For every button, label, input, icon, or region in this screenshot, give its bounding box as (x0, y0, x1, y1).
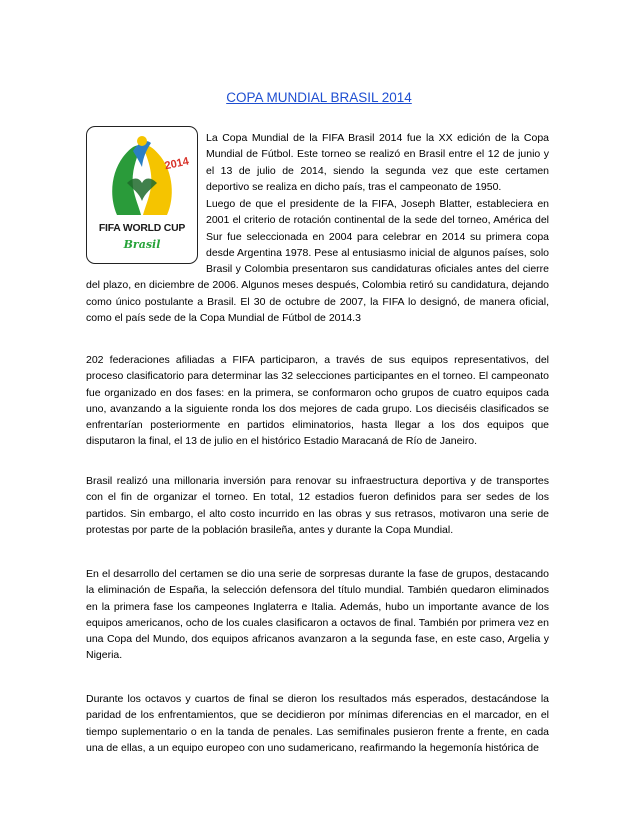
paragraph-inversion: Brasil realizó una millonaria inversión para renovar su infraestructura deportiva y de transportes con el fin de organizar el torneo. En total, 12 estadios fueron definidos para ser sedes de los partidos. Sin embargo, el alto costo incurrido en las obras y sus retrasos, motivaron una serie de protestas por parte de la población brasileña, antes y durante la Copa Mundial. (86, 475, 549, 536)
paragraph-intro: La Copa Mundial de la FIFA Brasil 2014 fue la XX edición de la Copa Mundial de Fútbol. Este torneo se realizó en Brasil entre el 12 de junio y el 13 de julio de 2014, siendo la segunda vez que este certamen deportivo se realiza en dicho país, tras el campeonato de 1950. (206, 132, 549, 193)
logo-wordmark: FIFA WORLD CUP (98, 223, 186, 234)
logo-subtitle: Brasil (123, 238, 161, 251)
document-title: COPA MUNDIAL BRASIL 2014 (226, 90, 412, 105)
paragraph-octavos: Durante los octavos y cuartos de final se dieron los resultados más esperados, destacándose la paridad de los enfrentamientos, que se decidieron por mínimas diferencias en el marcador, en el tiempo suplementario o en la tanda de penales. Las semifinales pusieron frente a frente, en cada una de ellas, a un equipo europeo con uno sudamericano, reafirmando la hegemonía histórica de (86, 693, 549, 754)
logo-wrap-spacer (86, 196, 206, 277)
paragraph-clasificacion: 202 federaciones afiliadas a FIFA participaron, a través de sus equipos representativos, del proceso clasificatorio para determinar las 32 selecciones participantes en el torneo. El campeonato fue organizado en dos fases: en la primera, se conformaron ocho grupos de cuatro equipos cada uno, avanzando a la siguiente ronda los dos mejores de cada grupo. Los dieciséis clasificados se enfrentarían posteriormente en partidos eliminatorios, hasta llegar a los dos equipos que disputaron la final, el 13 de julio en el histórico Estadio Maracaná de Río de Janeiro. (86, 354, 549, 448)
paragraph-grupos: En el desarrollo del certamen se dio una serie de sorpresas durante la fase de grupos, destacando la eliminación de España, la selección defensora del título mundial. También quedaron eliminados en la primera fase los campeones Inglaterra e Italia. Además, hubo un importante avance de los equipos americanos, ocho de los cuales clasificaron a octavos de final. También por primera vez en una Copa del Mundo, dos equipos africanos avanzaron a la segunda fase, en este caso, Argelia y Nigeria. (86, 568, 549, 662)
paragraph-sede-text: Luego de que el presidente de la FIFA, Joseph Blatter, estableciera en 2001 el criterio de rotación continental de la sede del torneo, América del Sur fue seleccionada en 2004 para celebrar en 2014 su primera copa desde Argentina 1978. Pese al entusiasmo inicial de algunos países, solo Brasil y Colombia presentaron sus candidaturas oficiales antes del cierre del plazo, en diciembre de 2006. Algunos meses después, Colombia retiró su candidatura, dejando como único postulante a Brasil. El 30 de octubre de 2007, la FIFA lo designó, de manera oficial, como el país sede de la Copa Mundial de Fútbol de 2014.3 (86, 198, 549, 325)
paragraph-sede (86, 196, 549, 326)
logo-year: 2014 (163, 155, 191, 173)
